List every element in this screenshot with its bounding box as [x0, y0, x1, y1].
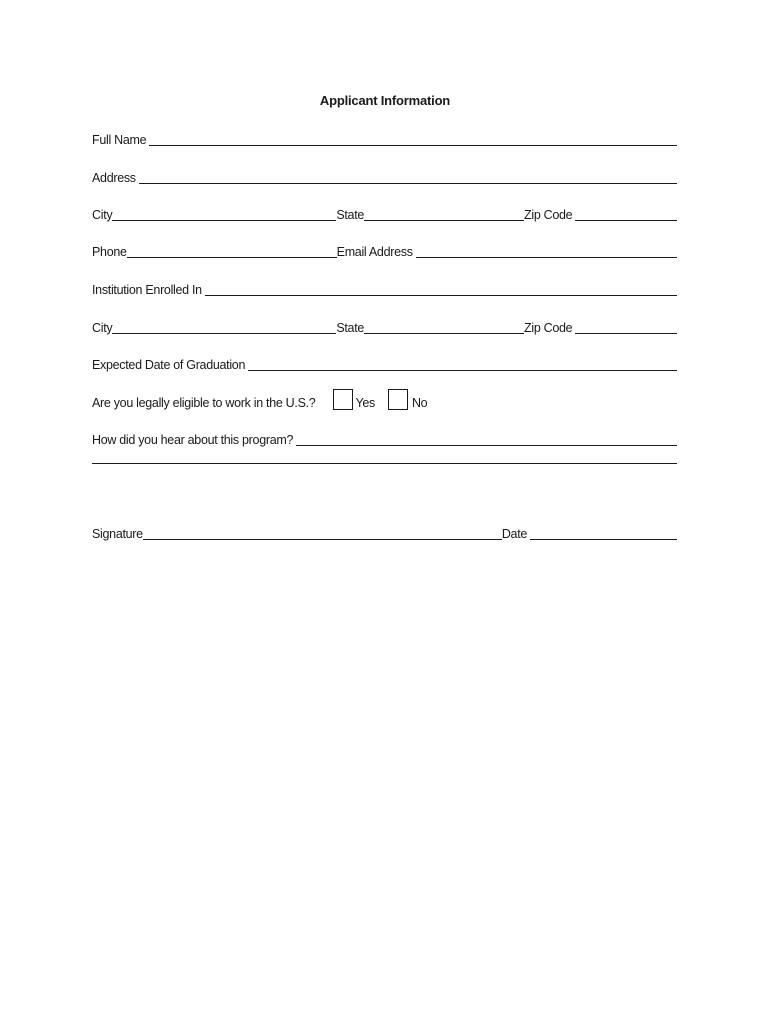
institution-state-field[interactable]: [364, 333, 524, 334]
phone-label: Phone: [92, 245, 127, 259]
no-checkbox[interactable]: [388, 389, 408, 410]
zip-label: Zip Code: [524, 208, 573, 222]
signature-field[interactable]: [143, 539, 502, 540]
city-state-zip-row: [92, 203, 677, 223]
eligibility-row: [92, 387, 677, 411]
graduation-label: Expected Date of Graduation: [92, 358, 246, 372]
referral-field-continued[interactable]: [92, 463, 677, 464]
city-label: City: [92, 208, 113, 222]
eligibility-label: Are you legally eligible to work in the U.S.?: [92, 396, 316, 410]
date-field[interactable]: [530, 539, 677, 540]
institution-state-label: State: [336, 321, 365, 335]
graduation-row: [92, 353, 677, 373]
institution-row: [92, 278, 677, 298]
no-label: No: [411, 396, 428, 410]
signature-date-row: [92, 522, 677, 542]
referral-row: [92, 428, 677, 448]
institution-city-field[interactable]: [112, 333, 336, 334]
yes-checkbox[interactable]: [333, 389, 353, 410]
institution-zip-label: Zip Code: [524, 321, 573, 335]
date-label: Date: [501, 527, 528, 541]
full-name-label: Full Name: [92, 133, 147, 147]
institution-field[interactable]: [205, 295, 677, 296]
email-label: Email Address: [336, 245, 413, 259]
phone-field[interactable]: [127, 257, 337, 258]
state-label: State: [336, 208, 365, 222]
zip-field[interactable]: [575, 220, 677, 221]
yes-label: Yes: [355, 396, 375, 410]
address-label: Address: [92, 171, 136, 185]
full-name-row: [92, 128, 677, 148]
address-row: [92, 166, 677, 186]
referral-field[interactable]: [296, 445, 677, 446]
graduation-field[interactable]: [248, 370, 677, 371]
form-title: Applicant Information: [319, 93, 451, 108]
institution-city-label: City: [92, 321, 113, 335]
institution-city-state-zip-row: [92, 316, 677, 336]
signature-label: Signature: [92, 527, 143, 541]
institution-label: Institution Enrolled In: [92, 283, 202, 297]
address-field[interactable]: [139, 183, 677, 184]
state-field[interactable]: [364, 220, 524, 221]
phone-email-row: [92, 240, 677, 260]
city-field[interactable]: [112, 220, 336, 221]
institution-zip-field[interactable]: [575, 333, 677, 334]
full-name-field[interactable]: [149, 145, 677, 146]
email-field[interactable]: [416, 257, 677, 258]
referral-label: How did you hear about this program?: [92, 433, 294, 447]
